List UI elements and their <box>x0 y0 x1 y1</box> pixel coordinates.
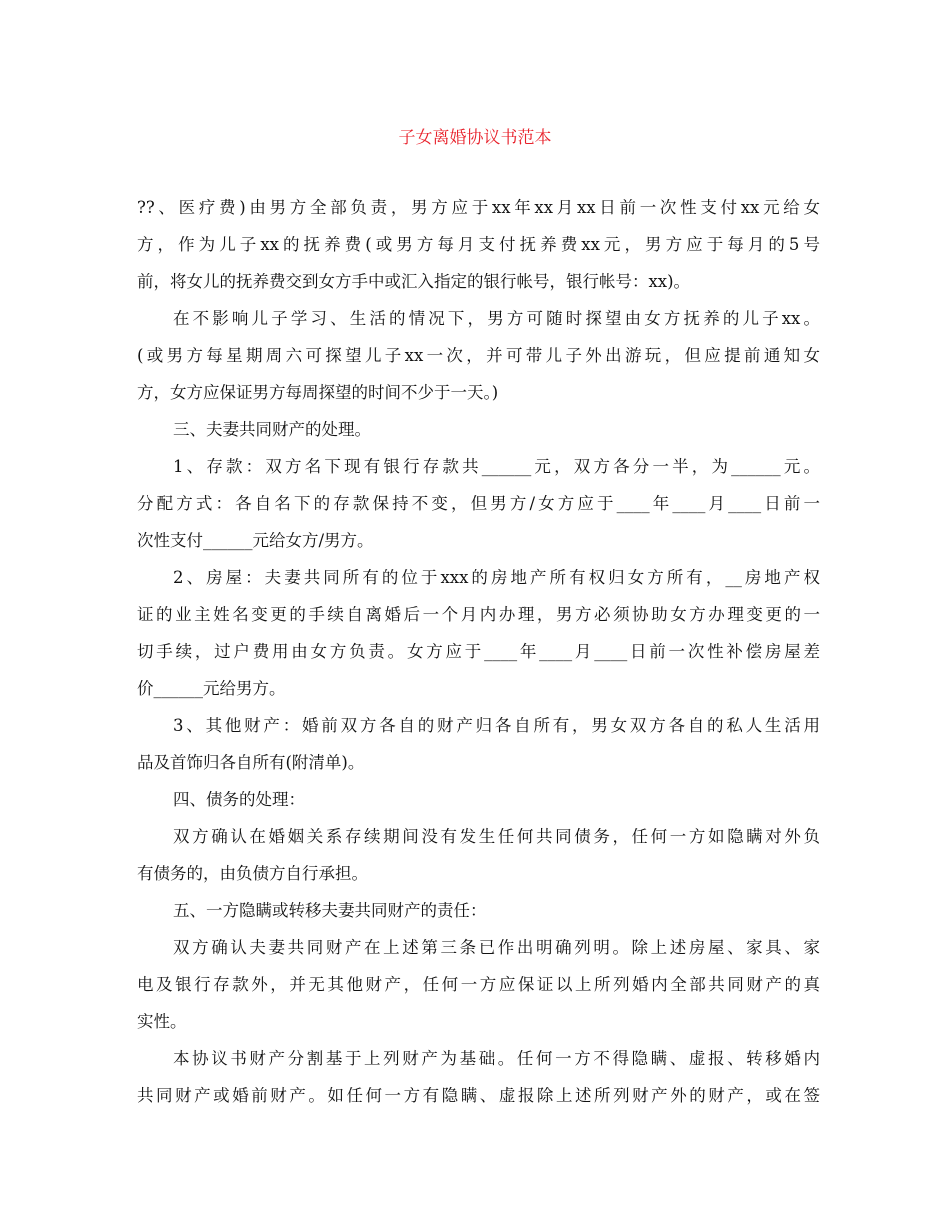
text-line: 1、存款：双方名下现有银行存款共______元，双方各分一半，为______元。 <box>173 457 820 476</box>
text-line: 五、一方隐瞒或转移夫妻共同财产的责任： <box>173 901 487 920</box>
text-line: 本协议书财产分割基于上列财产为基础。任何一方不得隐瞒、虚报、转移婚内 <box>173 1049 820 1068</box>
text-line: 有债务的，由负债方自行承担。 <box>137 864 368 883</box>
paragraph <box>137 711 820 785</box>
text-line: 品及首饰归各自所有(附清单)。 <box>137 753 365 772</box>
text-line: 方，作为儿子xx的抚养费(或男方每月支付抚养费xx元，男方应于每月的5号 <box>137 235 820 254</box>
text-line: (或男方每星期周六可探望儿子xx一次，并可带儿子外出游玩，但应提前通知女 <box>137 346 820 365</box>
text-line: 电及银行存款外，并无其他财产，任何一方应保证以上所列婚内全部共同财产的真 <box>137 975 820 994</box>
text-line: 实性。 <box>137 1012 187 1031</box>
text-line: 前，将女儿的抚养费交到女方手中或汇入指定的银行帐号，银行帐号：xx)。 <box>137 272 691 291</box>
paragraph <box>137 193 820 304</box>
text-line: 证的业主姓名变更的手续自离婚后一个月内办理，男方必须协助女方办理变更的一 <box>137 605 820 624</box>
text-line: 双方确认在婚姻关系存续期间没有发生任何共同债务，任何一方如隐瞒对外负 <box>173 827 820 846</box>
paragraph <box>137 822 820 896</box>
text-line: 价______元给男方。 <box>137 679 286 698</box>
text-line: 2、房屋：夫妻共同所有的位于xxx的房地产所有权归女方所有，__房地产权 <box>173 568 820 587</box>
text-line: 方，女方应保证男方每周探望的时间不少于一天。) <box>137 383 499 402</box>
document-body <box>137 193 820 1118</box>
paragraph <box>137 563 820 711</box>
text-line: 切手续，过户费用由女方负责。女方应于____年____月____日前一次性补偿房屋差 <box>137 642 820 661</box>
paragraph <box>137 785 820 822</box>
paragraph <box>137 896 820 933</box>
paragraph <box>137 415 820 452</box>
text-line: 在不影响儿子学习、生活的情况下，男方可随时探望由女方抚养的儿子xx。 <box>173 309 820 328</box>
text-line: 次性支付______元给女方/男方。 <box>137 531 374 550</box>
paragraph <box>137 452 820 563</box>
text-line: 双方确认夫妻共同财产在上述第三条已作出明确列明。除上述房屋、家具、家 <box>173 938 820 957</box>
text-line: 三、夫妻共同财产的处理。 <box>173 420 371 439</box>
paragraph <box>137 304 820 415</box>
text-line: 四、债务的处理： <box>173 790 305 809</box>
text-line: ??、医疗费)由男方全部负责，男方应于xx年xx月xx日前一次性支付xx元给女 <box>137 198 820 217</box>
text-line: 分配方式：各自名下的存款保持不变，但男方/女方应于____年____月____日前一 <box>137 494 820 513</box>
document-title: 子女离婚协议书范本 <box>398 128 552 148</box>
text-line: 3、其他财产：婚前双方各自的财产归各自所有，男女双方各自的私人生活用 <box>173 716 820 735</box>
text-line: 共同财产或婚前财产。如任何一方有隐瞒、虚报除上述所列财产外的财产，或在签 <box>137 1086 820 1105</box>
paragraph <box>137 1044 820 1118</box>
paragraph <box>137 933 820 1044</box>
